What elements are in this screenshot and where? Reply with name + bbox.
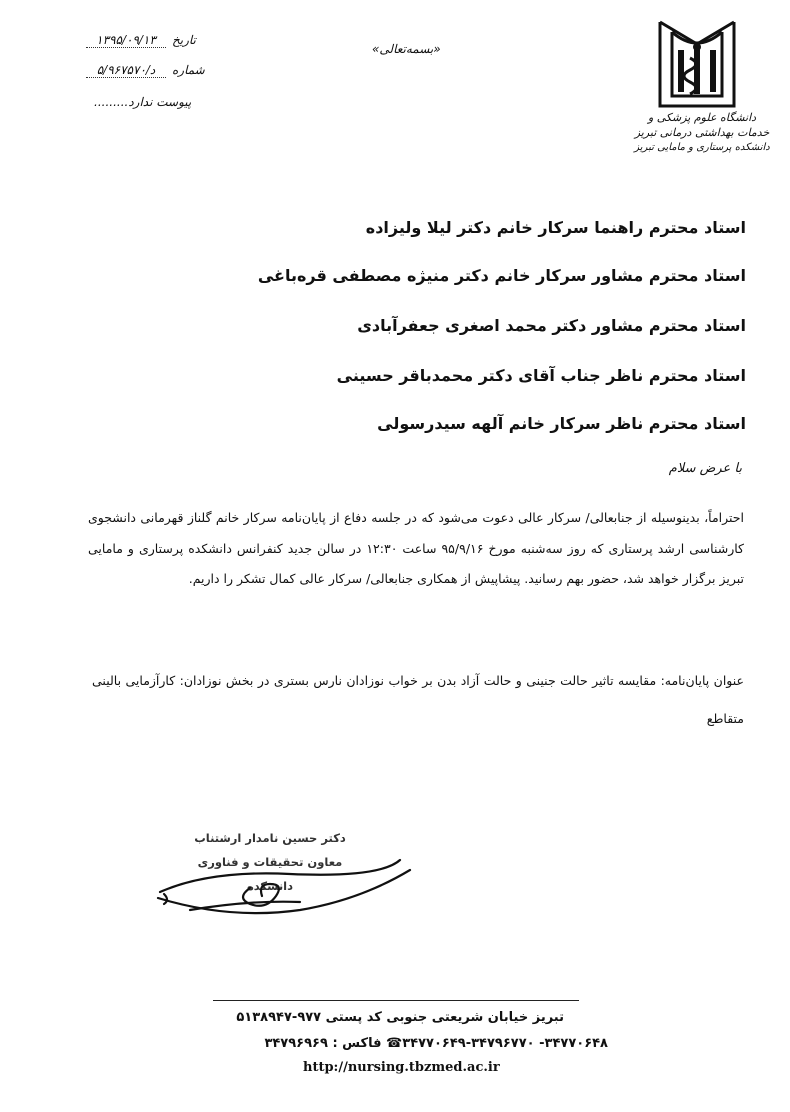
attachment-text: پیوست ندارد.........	[94, 95, 192, 109]
date-field	[86, 33, 196, 48]
handwritten-signature	[150, 840, 420, 930]
recipient-line: استاد محترم ناظر سرکار خانم آلهه سیدرسولی	[377, 414, 746, 433]
university-logo	[632, 14, 762, 194]
number-label: شماره	[172, 63, 205, 77]
footer-url[interactable]: http://nursing.tbzmed.ac.ir	[303, 1060, 500, 1075]
date-label: تاریخ	[172, 33, 196, 47]
footer-divider	[213, 1000, 579, 1001]
recipient-line: استاد محترم مشاور دکتر محمد اصغری جعفرآبادی	[357, 316, 746, 335]
logo-caption-line: دانشگاه علوم پزشکی و	[647, 111, 757, 124]
logo-caption-line: خدمات بهداشتی درمانی تبریز	[634, 126, 770, 139]
number-value: ۵/د/۹۶۷۵۷۰	[86, 63, 166, 78]
footer-address: تبریز خیابان شریعتی جنوبی کد پستی ۹۷۷-۵۱۳۸۹۴۷	[236, 1010, 564, 1025]
bismillah: «بسمه‌تعالی»	[372, 42, 441, 56]
number-field	[86, 63, 205, 78]
footer-phones: ۳۴۷۷۰۶۴۸- ۳۴۷۷۰۶۴۹-۳۴۷۹۶۷۷۰☎ فاکس : ۳۴۷۹۶۹۶۹	[264, 1036, 608, 1051]
date-value: ۱۳۹۵/۰۹/۱۳	[86, 33, 166, 48]
attachment-field	[94, 95, 191, 109]
recipient-line: استاد محترم راهنما سرکار خانم دکتر لیلا ولیزاده	[365, 218, 746, 237]
signer-name: دکتر حسین نامدار ارشتناب	[194, 831, 346, 845]
thesis-title: عنوان پایان‌نامه: مقایسه تاثیر حالت جنینی و حالت آزاد بدن بر خواب نوزادان نارس بستری در بخش نوزادان: کارآزمایی بالینی متقاطع	[92, 673, 744, 726]
recipient-line: استاد محترم مشاور سرکار خانم دکتر منیژه مصطفی قره‌باغی	[257, 266, 746, 285]
greeting: با عرض سلام	[668, 461, 742, 476]
body-paragraph: احتراماً، بدینوسیله از جنابعالی/ سرکار عالی دعوت می‌شود که در جلسه دفاع از پایان‌نامه سرکار خانم گلناز قهرمانی دانشجوی کارشناسی ارشد پرستاری که روز سه‌شنبه مورخ ۹۵/۹/۱۶ ساعت ۱۲:۳۰ در سالن جدید کنفرانس دانشکده پرستاری و مامایی تبریز برگزار خواهد شد، حضور بهم رسانید. پیشاپیش از همکاری جنابعالی/ سرکار عالی کمال تشکر را داریم.	[88, 510, 744, 586]
signer-position: معاون تحقیقات و فناوری دانشکده	[197, 855, 343, 893]
logo-caption	[632, 110, 772, 155]
logo-caption-line: دانشکده پرستاری و مامایی تبریز	[634, 142, 770, 153]
recipient-line: استاد محترم ناظر جناب آقای دکتر محمدباقر حسینی	[336, 366, 746, 385]
